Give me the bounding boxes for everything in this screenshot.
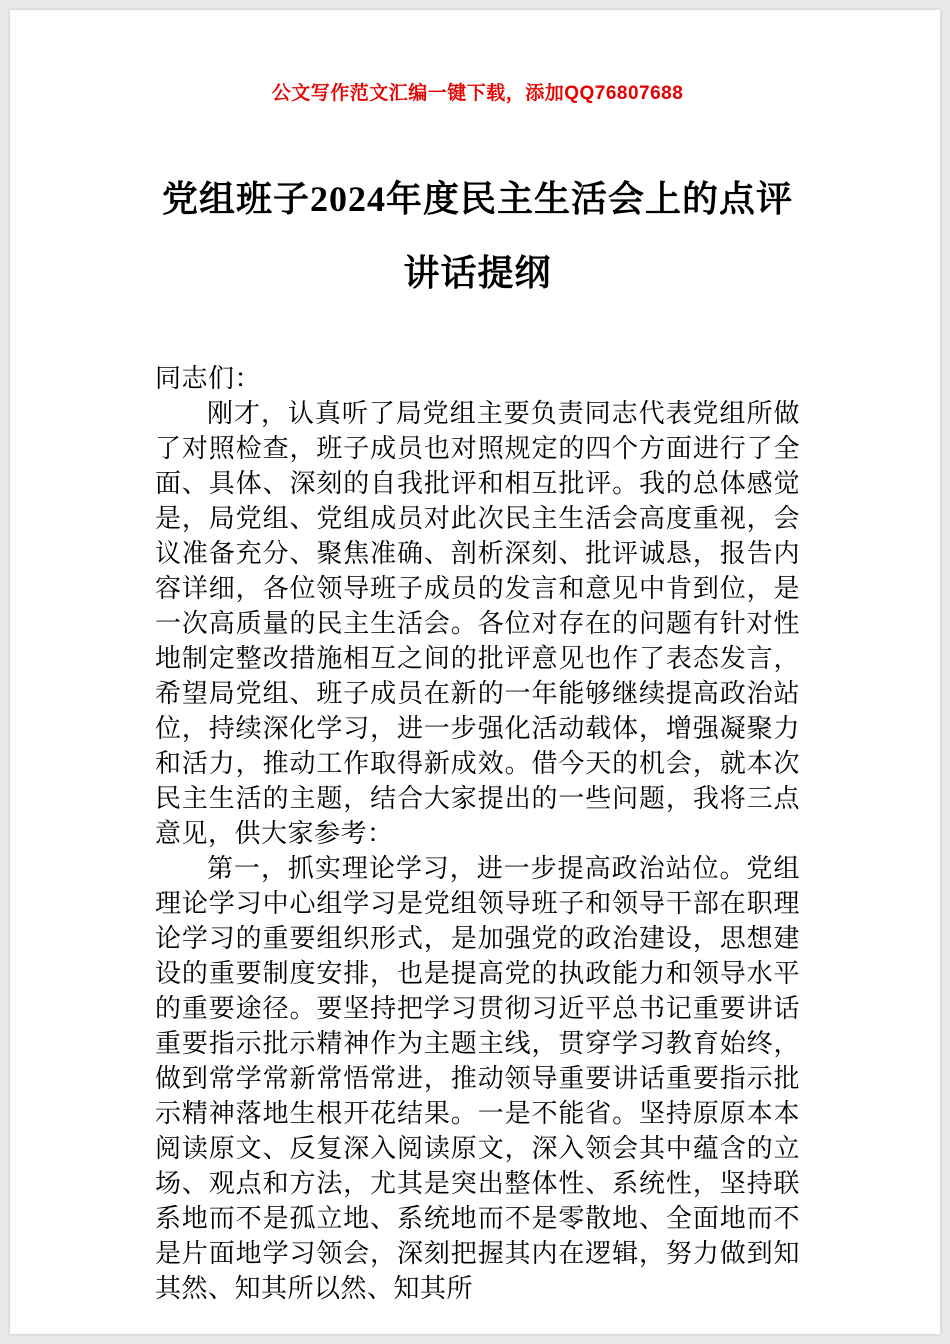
document-page xyxy=(10,10,940,1334)
document-body xyxy=(155,361,800,1306)
document-title: 党组班子2024年度民主生活会上的点评讲话提纲 xyxy=(161,179,793,293)
paragraph-opening: 刚才，认真听了局党组主要负责同志代表党组所做了对照检查，班子成员也对照规定的四个方面进行了全面、具体、深刻的自我批评和相互批评。我的总体感觉是，局党组、党组成员对此次民主生活会高度重视，会议准备充分、聚焦准确、剖析深刻、批评诚恳，报告内容详细，各位领导班子成员的发言和意见中肯到位，是一次高质量的民主生活会。各位对存在的问题有针对性地制定整改措施相互之间的批评意见也作了表态发言，希望局党组、班子成员在新的一年能够继续提高政治站位，持续深化学习，进一步强化活动载体，增强凝聚力和活力，推动工作取得新成效。借今天的机会，就本次民主生活的主题，结合大家提出的一些问题，我将三点意见，供大家参考： xyxy=(155,398,800,848)
paragraph-first-point: 第一，抓实理论学习，进一步提高政治站位。党组理论学习中心组学习是党组领导班子和领导干部在职理论学习的重要组织形式，是加强党的政治建设，思想建设的重要制度安排，也是提高党的执政能力和领导水平的重要途径。要坚持把学习贯彻习近平总书记重要讲话重要指示批示精神作为主题主线，贯穿学习教育始终，做到常学常新常悟常进，推动领导重要讲话重要指示批示精神落地生根开花结果。一是不能省。坚持原原本本阅读原文、反复深入阅读原文，深入领会其中蕴含的立场、观点和方法，尤其是突出整体性、系统性，坚持联系地而不是孤立地、系统地而不是零散地、全面地而不是片面地学习领会，深刻把握其内在逻辑，努力做到知其然、知其所以然、知其所 xyxy=(155,853,800,1303)
paragraph-salutation: 同志们： xyxy=(155,363,262,393)
header-notice: 公文写作范文汇编一键下载，添加QQ76807688 xyxy=(271,83,684,104)
